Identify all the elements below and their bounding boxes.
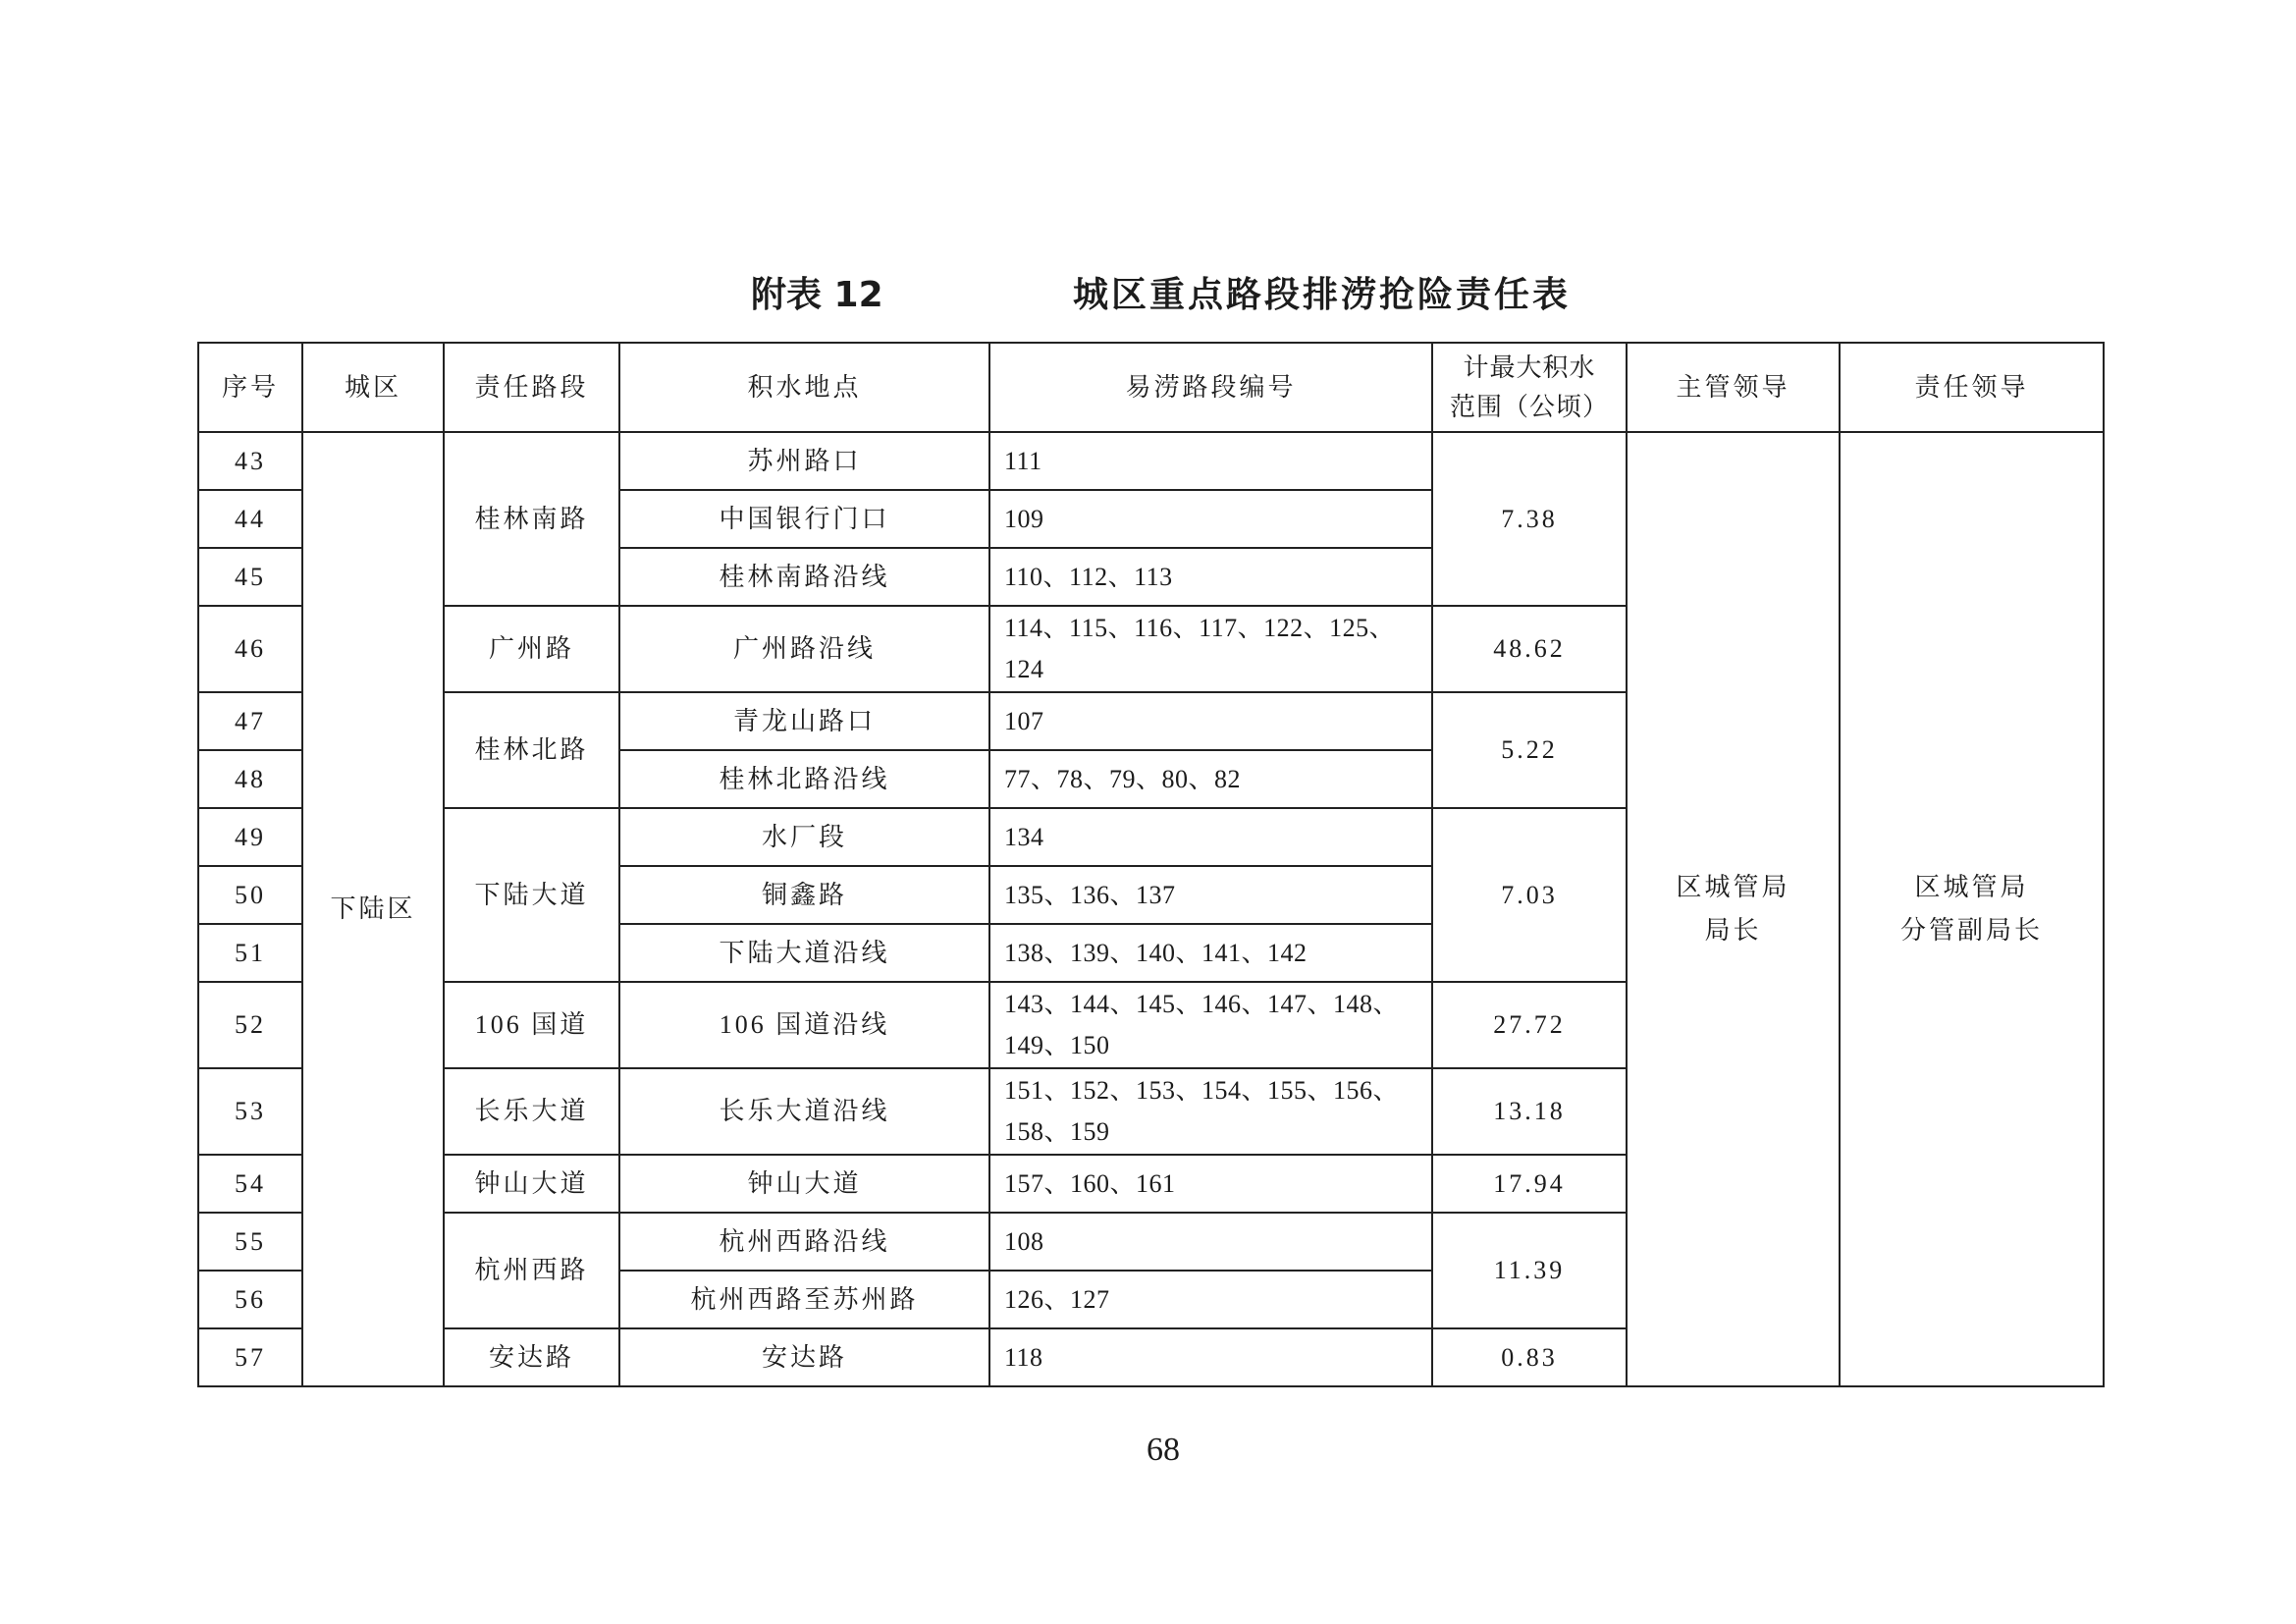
location-cell: 铜鑫路 [619, 866, 989, 924]
road-cell: 安达路 [444, 1328, 619, 1386]
area-cell: 48.62 [1432, 606, 1627, 692]
codes-line: 134 [1004, 822, 1044, 851]
codes-cell [989, 1328, 1432, 1386]
road-cell: 长乐大道 [444, 1068, 619, 1155]
codes-cell [989, 490, 1432, 548]
codes-cell [989, 548, 1432, 606]
header-location: 积水地点 [619, 343, 989, 432]
responsible-line: 分管副局长 [1899, 916, 2043, 945]
header-road: 责任路段 [444, 343, 619, 432]
location-cell: 杭州西路至苏州路 [619, 1271, 989, 1328]
area-cell: 17.94 [1432, 1155, 1627, 1213]
district-cell: 下陆区 [302, 432, 444, 1386]
codes-cell [989, 750, 1432, 808]
codes-cell [989, 606, 1432, 692]
seq-cell: 49 [198, 808, 302, 866]
location-cell: 杭州西路沿线 [619, 1213, 989, 1271]
codes-line: 158、159 [1004, 1117, 1110, 1146]
responsible-cell [1840, 432, 2104, 1386]
location-cell: 中国银行门口 [619, 490, 989, 548]
road-cell: 杭州西路 [444, 1213, 619, 1328]
seq-cell: 46 [198, 606, 302, 692]
road-cell: 钟山大道 [444, 1155, 619, 1213]
codes-cell [989, 982, 1432, 1068]
page-number: 68 [1147, 1432, 1180, 1468]
location-cell: 下陆大道沿线 [619, 924, 989, 982]
location-cell: 桂林北路沿线 [619, 750, 989, 808]
area-cell: 13.18 [1432, 1068, 1627, 1155]
supervisor-cell [1627, 432, 1840, 1386]
header-codes: 易涝路段编号 [989, 343, 1432, 432]
area-cell: 27.72 [1432, 982, 1627, 1068]
area-cell: 7.38 [1432, 432, 1627, 606]
codes-cell [989, 1068, 1432, 1155]
location-cell: 水厂段 [619, 808, 989, 866]
codes-line: 107 [1004, 706, 1044, 735]
codes-cell [989, 692, 1432, 750]
codes-line: 77、78、79、80、82 [1004, 764, 1242, 793]
road-cell: 桂林北路 [444, 692, 619, 808]
codes-line: 118 [1004, 1342, 1043, 1372]
header-district: 城区 [302, 343, 444, 432]
codes-cell [989, 808, 1432, 866]
codes-line: 157、160、161 [1004, 1168, 1176, 1198]
seq-cell: 47 [198, 692, 302, 750]
codes-cell [989, 866, 1432, 924]
codes-cell [989, 1271, 1432, 1328]
seq-cell: 50 [198, 866, 302, 924]
area-cell: 5.22 [1432, 692, 1627, 808]
location-cell: 桂林南路沿线 [619, 548, 989, 606]
codes-line: 151、152、153、154、155、156、 [1004, 1076, 1400, 1105]
seq-cell: 45 [198, 548, 302, 606]
codes-line: 108 [1004, 1226, 1044, 1256]
road-cell: 106 国道 [444, 982, 619, 1068]
seq-cell: 55 [198, 1213, 302, 1271]
seq-cell: 48 [198, 750, 302, 808]
header-seq: 序号 [198, 343, 302, 432]
responsibility-table [197, 342, 2105, 1387]
seq-cell: 52 [198, 982, 302, 1068]
location-cell: 钟山大道 [619, 1155, 989, 1213]
table-label: 附表 12 [751, 275, 883, 315]
seq-cell: 44 [198, 490, 302, 548]
header-area-line: 计最大积水 [1463, 352, 1596, 382]
codes-cell [989, 1155, 1432, 1213]
codes-line: 114、115、116、117、122、125、 [1004, 614, 1396, 642]
area-cell: 0.83 [1432, 1328, 1627, 1386]
codes-line: 109 [1004, 504, 1044, 533]
supervisor-line: 区城管局 [1676, 873, 1790, 901]
codes-line: 126、127 [1004, 1284, 1110, 1314]
seq-cell: 54 [198, 1155, 302, 1213]
table-row [198, 432, 2104, 490]
location-cell: 安达路 [619, 1328, 989, 1386]
area-cell: 7.03 [1432, 808, 1627, 982]
codes-line: 111 [1004, 446, 1042, 475]
codes-line: 110、112、113 [1004, 562, 1173, 591]
responsible-line: 区城管局 [1914, 873, 2029, 901]
codes-line: 135、136、137 [1004, 880, 1176, 909]
area-cell: 11.39 [1432, 1213, 1627, 1328]
road-cell: 广州路 [444, 606, 619, 692]
seq-cell: 56 [198, 1271, 302, 1328]
header-row [198, 343, 2104, 432]
location-cell: 106 国道沿线 [619, 982, 989, 1068]
location-cell: 长乐大道沿线 [619, 1068, 989, 1155]
codes-cell [989, 924, 1432, 982]
codes-line: 149、150 [1004, 1031, 1110, 1059]
seq-cell: 51 [198, 924, 302, 982]
header-area-line: 范围（公顷） [1449, 392, 1609, 421]
location-cell: 苏州路口 [619, 432, 989, 490]
codes-line: 138、139、140、141、142 [1004, 938, 1308, 967]
header-area [1432, 343, 1627, 432]
header-responsible: 责任领导 [1840, 343, 2104, 432]
codes-cell [989, 432, 1432, 490]
seq-cell: 43 [198, 432, 302, 490]
codes-line: 124 [1004, 655, 1044, 683]
location-cell: 青龙山路口 [619, 692, 989, 750]
header-supervisor: 主管领导 [1627, 343, 1840, 432]
location-cell: 广州路沿线 [619, 606, 989, 692]
codes-cell [989, 1213, 1432, 1271]
road-cell: 桂林南路 [444, 432, 619, 606]
table-title: 城区重点路段排涝抢险责任表 [1073, 275, 1572, 315]
seq-cell: 57 [198, 1328, 302, 1386]
seq-cell: 53 [198, 1068, 302, 1155]
supervisor-line: 局长 [1704, 916, 1762, 945]
codes-line: 143、144、145、146、147、148、 [1004, 990, 1400, 1018]
road-cell: 下陆大道 [444, 808, 619, 982]
